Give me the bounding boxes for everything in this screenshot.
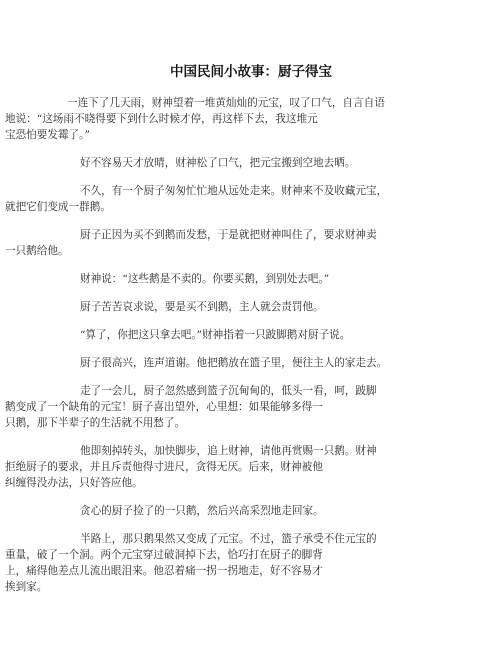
- paragraph: [59, 271, 445, 287]
- document-body: [5, 95, 445, 607]
- paragraph-line: 拒绝厨子的要求，并且斥责他得寸进尺，贪得无厌。后来，财神被他: [5, 461, 323, 473]
- document-title: 中国民间小故事：厨子得宝: [170, 64, 332, 80]
- paragraph-line: 只鹅，那下半辈子的生活就不用愁了。: [5, 417, 186, 429]
- paragraph-line: 一连下了几天雨，财神望着一堆黄灿灿的元宝，叹了口气，自言自语: [67, 97, 385, 109]
- paragraph-line: 纠缠得没办法，只好答应他。: [5, 477, 143, 489]
- paragraph-line: 不久，有一个厨子匆匆忙忙地从远处走来。财神来不及收藏元宝，: [80, 185, 388, 197]
- paragraph: [5, 443, 445, 491]
- paragraph: [5, 531, 445, 595]
- paragraph-line: 好不容易天才放晴，财神松了口气，把元宝搬到空地去晒。: [80, 157, 356, 169]
- paragraph-line: 重量，破了一个洞。两个元宝穿过破洞掉下去，恰巧打在厨子的脚背: [5, 549, 323, 561]
- paragraph-line: 财神说：“这些鹅是不卖的。你要买鹅，到别处去吧。”: [80, 273, 330, 285]
- paragraph-line: 贪心的厨子捡了的一只鹅，然后兴高采烈地走回家。: [80, 505, 324, 517]
- paragraph-line: 鹅变成了一个缺角的元宝！厨子喜出望外，心里想：如果能够多得一: [5, 401, 323, 413]
- paragraph: [59, 155, 445, 171]
- paragraph: [59, 299, 445, 315]
- paragraph: [5, 227, 445, 259]
- paragraph: [5, 95, 445, 143]
- paragraph-line: 挨到家。: [5, 581, 48, 593]
- paragraph-line: “算了，你把这只拿去吧。”财神指着一只跛脚鹅对厨子说。: [80, 329, 351, 341]
- paragraph-line: 就把它们变成一群鹅。: [5, 201, 111, 213]
- paragraph-line: 厨子正因为买不到鹅而发愁，于是就把财神叫住了，要求财神卖: [80, 229, 377, 241]
- paragraph-line: 走了一会儿，厨子忽然感到篮子沉甸甸的，低头一看，呵，跛脚: [80, 385, 377, 397]
- paragraph: [59, 355, 445, 371]
- paragraph-line: 厨子苦苦哀求说，要是买不到鹅，主人就会责罚他。: [80, 301, 324, 313]
- paragraph-line: 地说：“这场雨不晓得要下到什么时候才停，再这样下去，我这堆元: [5, 113, 318, 125]
- paragraph-line: 半路上，那只鹅果然又变成了元宝。不过，篮子承受不住元宝的: [80, 533, 377, 545]
- paragraph-line: 厨子很高兴，连声道谢。他把鹅放在篮子里，便往主人的家走去。: [80, 357, 388, 369]
- paragraph-line: 宝恐怕要发霉了。”: [5, 129, 90, 141]
- paragraph: [5, 383, 445, 431]
- paragraph-line: 上，痛得他差点儿流出眼泪来。他忍着痛一拐一拐地走，好不容易才: [5, 565, 323, 577]
- paragraph-line: 他即刻掉转头，加快脚步，追上财神，请他再赏赐一只鹅。财神: [80, 445, 377, 457]
- paragraph: [5, 183, 445, 215]
- paragraph: [59, 327, 445, 343]
- paragraph: [59, 503, 445, 519]
- paragraph-line: 一只鹅给他。: [5, 245, 69, 257]
